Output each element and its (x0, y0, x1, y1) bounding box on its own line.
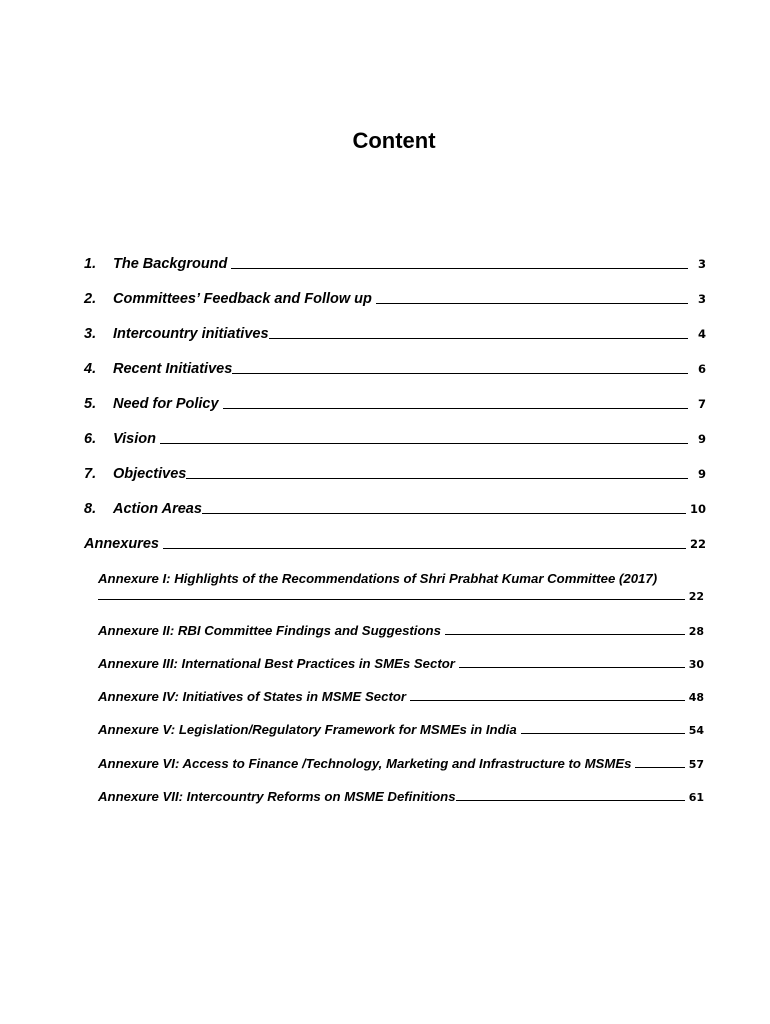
toc-entry-page: 6 (697, 362, 706, 376)
toc-entry-label: Annexure VI: Access to Finance /Technology, Marketing and Infrastructure to MSMEs (98, 756, 632, 771)
toc-entry-number: 6. (84, 431, 97, 447)
toc-entry-number: 5. (84, 396, 97, 412)
toc-entry-page: 22 (688, 590, 704, 603)
toc-entry-recent-initiatives[interactable] (84, 361, 706, 377)
toc-entry-label: Annexure II: RBI Committee Findings and Suggestions (98, 623, 441, 638)
toc-leader-line (376, 303, 688, 304)
toc-entry-number: 4. (84, 361, 97, 377)
toc-entry-objectives[interactable] (84, 466, 706, 482)
toc-leader-line (160, 443, 688, 444)
toc-entry-annexure-ii[interactable] (98, 623, 704, 638)
toc-entry-number: 8. (84, 501, 97, 517)
page-title: Content (352, 128, 436, 153)
toc-leader-line (410, 700, 685, 701)
toc-entry-page: 3 (697, 257, 706, 271)
toc-leader-line (202, 513, 686, 514)
toc-leader-line (269, 338, 688, 339)
toc-entry-number: 1. (84, 256, 97, 272)
toc-entry-label: Need for Policy (113, 396, 219, 412)
toc-leader-line (223, 408, 688, 409)
toc-leader-line (445, 634, 685, 635)
toc-entry-number: 2. (84, 291, 97, 307)
toc-leader-line (459, 667, 685, 668)
toc-entry-page: 28 (688, 625, 704, 638)
toc-leader-line (232, 373, 688, 374)
toc-entry-annexure-i[interactable] (98, 571, 704, 603)
toc-entry-label: Annexure V: Legislation/Regulatory Framework for MSMEs in India (98, 722, 517, 737)
toc-entry-number: 7. (84, 466, 97, 482)
toc-entry-committees-feedback[interactable] (84, 291, 706, 307)
toc-entry-page: 3 (697, 292, 706, 306)
toc-entry-label: Recent Initiatives (113, 361, 233, 377)
toc-entry-page: 61 (688, 791, 704, 804)
toc-entry-page: 48 (688, 691, 704, 704)
toc-entry-annexures[interactable] (84, 536, 706, 552)
toc-entry-page: 30 (688, 658, 704, 671)
toc-entry-page: 4 (697, 327, 706, 341)
toc-entry-need-for-policy[interactable] (84, 396, 706, 412)
toc-leader-line (163, 548, 686, 549)
toc-entry-vision[interactable] (84, 431, 706, 447)
toc-entry-label: Objectives (113, 466, 187, 482)
toc-entry-page: 22 (689, 537, 706, 551)
toc-entry-number: 3. (84, 326, 97, 342)
toc-entry-background[interactable] (84, 256, 706, 272)
toc-entry-annexure-v[interactable] (98, 722, 704, 737)
toc-leader-line (186, 478, 688, 479)
toc-leader-line (231, 268, 688, 269)
toc-leader-line (456, 800, 685, 801)
toc-leader-line (98, 599, 685, 600)
toc-entry-page: 9 (697, 432, 706, 446)
toc-entry-intercountry-initiatives[interactable] (84, 326, 706, 342)
toc-leader-line (635, 767, 684, 768)
toc-entry-annexure-iii[interactable] (98, 656, 704, 671)
toc-entry-page: 9 (697, 467, 706, 481)
toc-entry-page: 57 (688, 758, 704, 771)
toc-entry-annexure-vi[interactable] (98, 756, 704, 771)
toc-entry-label: Annexure IV: Initiatives of States in MSME Sector (98, 689, 407, 704)
toc-entry-label: Vision (113, 431, 156, 447)
toc-entry-label: Annexures (84, 536, 159, 552)
toc-entry-label: The Background (113, 256, 228, 272)
toc-entry-page: 7 (697, 397, 706, 411)
toc-entry-annexure-iv[interactable] (98, 689, 704, 704)
toc-entry-label: Annexure III: International Best Practices in SMEs Sector (98, 656, 455, 671)
toc-entry-label: Action Areas (113, 501, 202, 517)
toc-entry-label: Intercountry initiatives (113, 326, 269, 342)
toc-entry-action-areas[interactable] (84, 501, 706, 517)
toc-entry-label: Annexure I: Highlights of the Recommendations of Shri Prabhat Kumar Committee (2017) (98, 571, 658, 586)
toc-entry-label: Committees’ Feedback and Follow up (113, 291, 372, 307)
toc-leader-line (521, 733, 685, 734)
toc-entry-page: 10 (689, 502, 706, 516)
toc-entry-page: 54 (688, 724, 704, 737)
toc-entry-label: Annexure VII: Intercountry Reforms on MSME Definitions (98, 789, 456, 804)
toc-entry-annexure-vii[interactable] (98, 789, 704, 804)
